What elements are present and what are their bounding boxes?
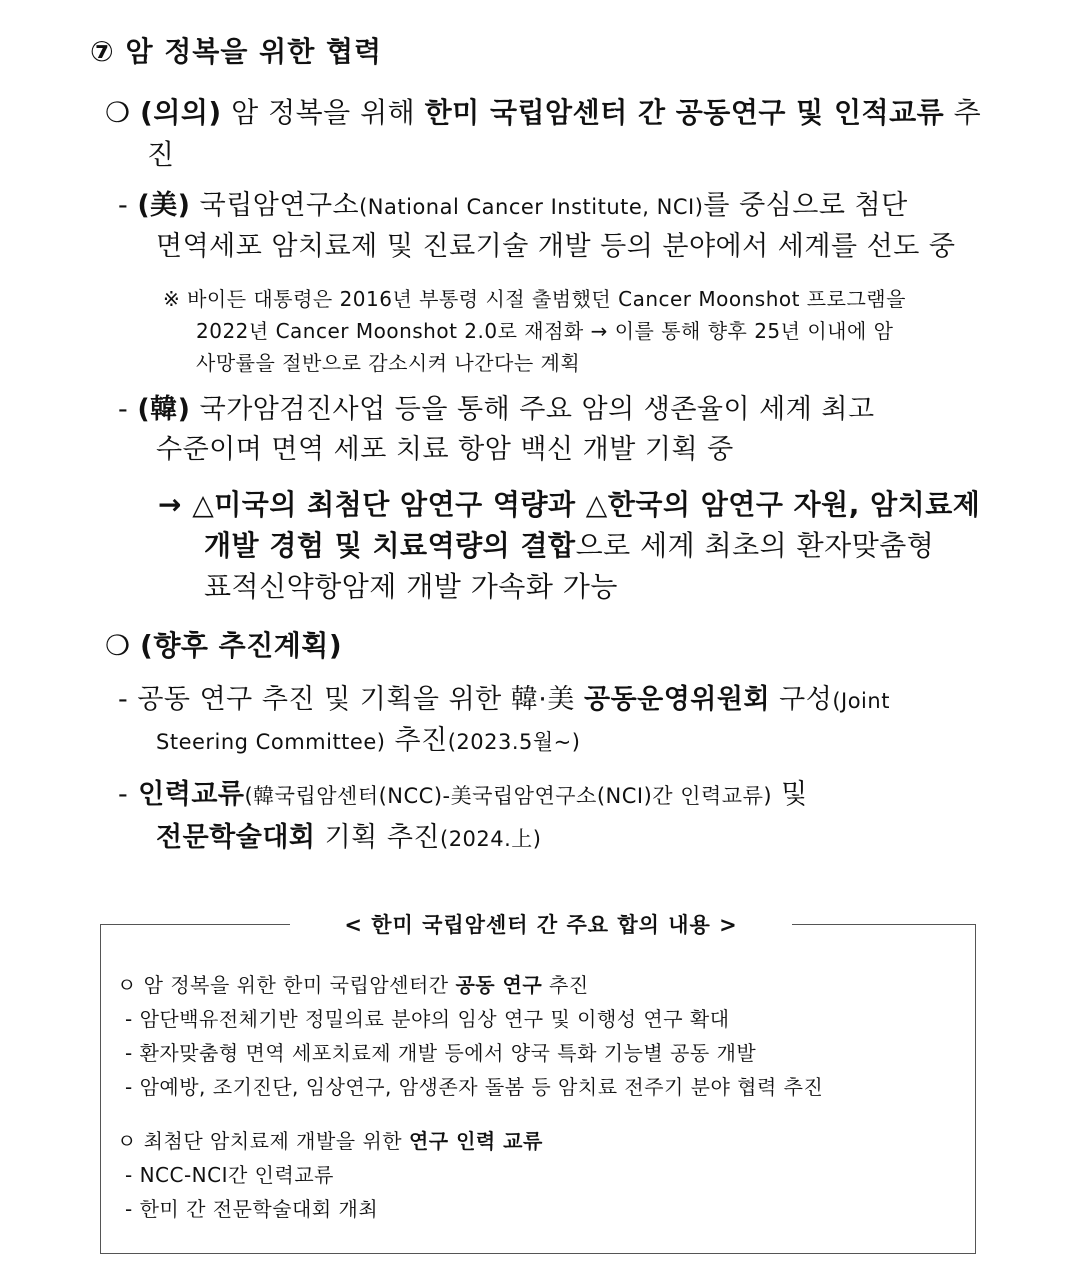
plan1-line2-text: 추진 — [385, 725, 448, 756]
summary1-text: 암 정복을 위한 한미 국립암센터간 — [136, 973, 456, 997]
arrow-conclusion — [158, 484, 980, 607]
dash-bullet: - — [118, 684, 129, 715]
korea-line2: 수준이며 면역 세포 치료 항암 백신 개발 기획 중 — [156, 434, 734, 465]
dash-bullet: - — [118, 190, 129, 221]
usa-paren: (National Cancer Institute, NCI) — [359, 195, 704, 219]
list-item: - 암예방, 조기진단, 임상연구, 암생존자 돌봄 등 암치료 전주기 분야 협력 추진 — [125, 1075, 824, 1099]
summary2-text: 최첨단 암치료제 개발을 위한 — [136, 1129, 409, 1153]
small-circle-bullet-icon: ㅇ — [117, 973, 137, 997]
point-future-plan — [105, 624, 342, 664]
korea-item — [118, 390, 875, 470]
usa-tag: (美) — [137, 190, 191, 221]
plan2-date: (2024.上) — [440, 827, 542, 851]
point-bold-text: 한미 국립암센터 간 공동연구 및 인적교류 — [424, 96, 945, 129]
usa-text: 국립암연구소 — [190, 190, 360, 221]
point-text-end: 추 — [944, 96, 982, 129]
arrow-bold: 개발 경험 및 치료역량의 결합 — [204, 529, 576, 562]
summary-section-personnel-exchange — [117, 1124, 543, 1226]
note-line3: 사망률을 절반으로 감소시켜 나간다는 계획 — [196, 351, 581, 375]
plan1-small: (Joint — [832, 689, 890, 713]
plan1-text: 공동 연구 추진 및 기획을 위한 韓·美 — [128, 684, 584, 715]
plan1-date: (2023.5월~) — [447, 730, 581, 754]
plan2-bold-line2: 전문학술대회 — [156, 822, 316, 853]
point-tag: (의의) — [140, 96, 222, 129]
circle-bullet-icon: ❍ — [105, 629, 131, 662]
note-line1: ※ 바이든 대통령은 2016년 부통령 시절 출범했던 Cancer Moonshot 프로그램을 — [163, 287, 906, 311]
list-item: - NCC-NCI간 인력교류 — [125, 1163, 334, 1187]
korea-text: 국가암검진사업 등을 통해 주요 암의 생존율이 세계 최고 — [190, 394, 875, 425]
summary-box-title: < 한미 국립암센터 간 주요 합의 내용 > — [290, 910, 792, 940]
summary1-text-end: 추진 — [542, 973, 589, 997]
list-item: - 암단백유전체기반 정밀의료 분야의 임상 연구 및 이행성 연구 확대 — [125, 1007, 730, 1031]
arrow-text: 으로 세계 최초의 환자맞춤형 — [575, 529, 935, 562]
plan2-text-end: 및 — [772, 779, 808, 810]
dash-bullet: - — [118, 779, 129, 810]
point-text: 암 정복을 위해 — [221, 96, 425, 129]
point-tag: (향후 추진계획) — [140, 629, 343, 662]
plan1-text-end: 구성 — [770, 684, 833, 715]
summary-section-joint-research — [117, 968, 823, 1104]
plan1-small-line2: Steering Committee) — [156, 730, 386, 754]
biden-note — [163, 283, 906, 379]
plan2-line2-text: 기획 추진 — [315, 822, 440, 853]
point-text-line2: 진 — [147, 138, 175, 171]
dash-bullet: - — [118, 394, 129, 425]
circle-bullet-icon: ❍ — [105, 96, 131, 129]
plan-personnel-exchange — [118, 774, 808, 860]
small-circle-bullet-icon: ㅇ — [117, 1129, 137, 1153]
plan2-bold: 인력교류 — [128, 779, 245, 810]
plan-joint-committee — [118, 680, 890, 762]
list-item: - 환자맞춤형 면역 세포치료제 개발 등에서 양국 특화 기능별 공동 개발 — [125, 1041, 757, 1065]
arrow-line3: 표적신약항암제 개발 가속화 가능 — [204, 570, 618, 603]
summary2-bold: 연구 인력 교류 — [408, 1129, 543, 1153]
note-line2: 2022년 Cancer Moonshot 2.0로 재점화 → 이를 통해 향후 25년 이내에 암 — [196, 319, 894, 343]
usa-text-end: 를 중심으로 첨단 — [703, 190, 908, 221]
arrow-line1: → △미국의 최첨단 암연구 역량과 △한국의 암연구 자원, 암치료제 — [158, 488, 981, 521]
plan2-small: (韓국립암센터(NCC)-美국립암연구소(NCI)간 인력교류) — [244, 784, 773, 808]
usa-item — [118, 186, 955, 267]
point-significance — [105, 92, 981, 176]
korea-tag: (韓) — [137, 394, 191, 425]
list-item: - 한미 간 전문학술대회 개최 — [125, 1197, 379, 1221]
usa-line2: 면역세포 암치료제 및 진료기술 개발 등의 분야에서 세계를 선도 중 — [156, 231, 956, 262]
plan1-bold: 공동운영위원회 — [583, 684, 771, 715]
section-title: ⑦ 암 정복을 위한 협력 — [90, 35, 383, 68]
summary1-bold: 공동 연구 — [455, 973, 543, 997]
